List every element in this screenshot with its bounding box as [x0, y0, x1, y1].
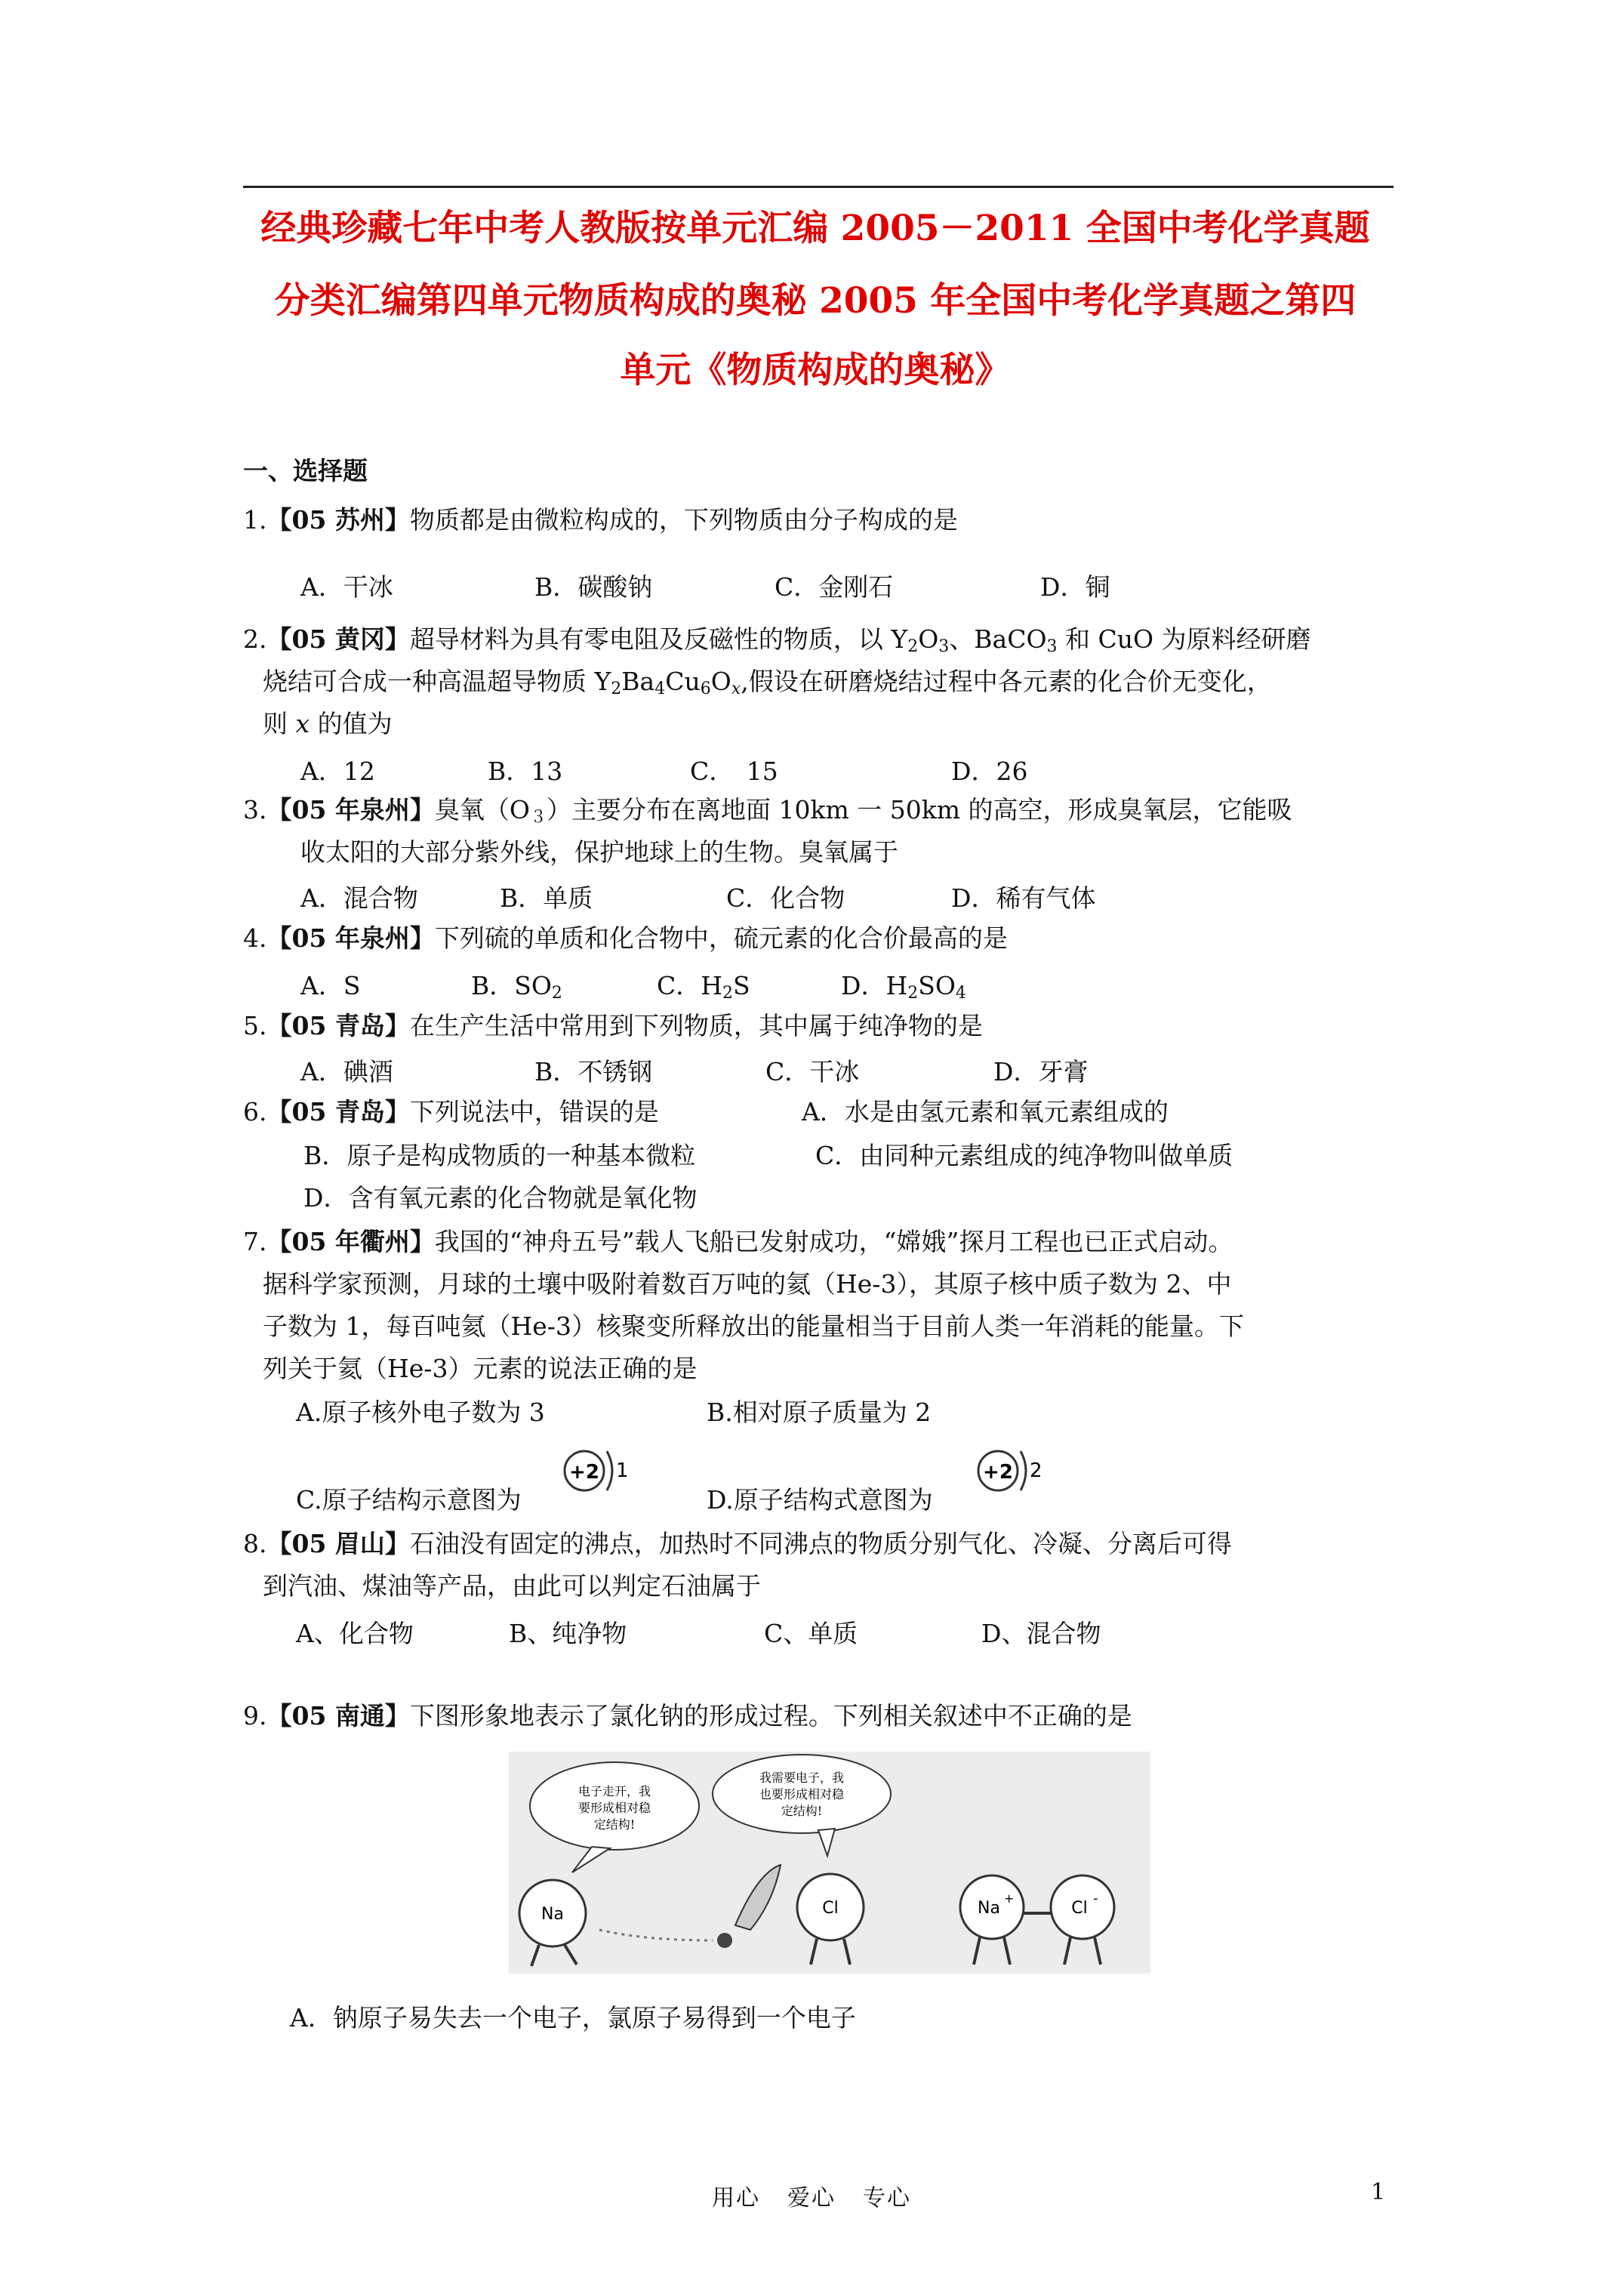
electron-shell: [1021, 1451, 1026, 1490]
question-7-option-a: A.原子核外电子数为 3: [296, 1398, 545, 1427]
option: A．碘酒: [300, 1057, 393, 1086]
option: D．$H_2SO_4$: [841, 971, 966, 1003]
option: D、混合物: [981, 1619, 1101, 1648]
question-8-line-2: 到汽油、煤油等产品，由此可以判定石油属于: [263, 1571, 761, 1601]
option: C．化合物: [726, 883, 845, 913]
option: C．$H_2S$: [657, 971, 750, 1003]
question-2-line-3: 则 x 的值为: [263, 709, 393, 738]
footer: 用心 爱心 专心: [712, 2185, 911, 2211]
svg-text:-: -: [1093, 1891, 1098, 1906]
question-3-line-2: 收太阳的大部分紫外线，保护地球上的生物。臭氧属于: [300, 837, 898, 867]
page-number: 1: [1371, 2179, 1386, 2205]
svg-text:我需要电子，我: 我需要电子，我: [759, 1771, 845, 1785]
svg-text:要形成相对稳: 要形成相对稳: [577, 1801, 651, 1815]
sodium-chloride-cartoon: [509, 1752, 1150, 1974]
question-1: 1.【05 苏州】物质都是由微粒构成的，下列物质由分子构成的是: [243, 505, 958, 535]
electron-shell: [607, 1451, 612, 1490]
option: A、化合物: [296, 1619, 414, 1648]
option: A．混合物: [300, 883, 418, 913]
svg-text:电子走开，我: 电子走开，我: [577, 1784, 651, 1798]
question-6-option-c: C．由同种元素组成的纯净物叫做单质: [815, 1141, 1233, 1170]
question-4: 4.【05 年泉州】下列硫的单质和化合物中，硫元素的化合价最高的是: [243, 923, 1008, 953]
question-7-option-b: B.相对原子质量为 2: [707, 1398, 932, 1427]
question-7-line-2: 据科学家预测，月球的土壤中吸附着数百万吨的氦（He-3），其原子核中质子数为 2、中: [263, 1269, 1232, 1299]
electron: [717, 1933, 732, 1948]
svg-text:Cl: Cl: [822, 1899, 839, 1918]
question-3: 3.【05 年泉州】臭氧$(O_3)$主要分布在离地面 10km 一 50km 的高空，形成臭氧层，它能吸: [243, 795, 1292, 827]
option: D．铜: [1040, 572, 1110, 602]
option: A．S: [300, 971, 361, 1000]
svg-text:Na: Na: [978, 1899, 1000, 1918]
question-7-option-d: D.原子结构式意图为: [707, 1485, 933, 1515]
option: B．不锈钢: [534, 1057, 653, 1086]
option: D．稀有气体: [951, 883, 1096, 913]
question-2: 2.【05 黄冈】超导材料为具有零电阻及反磁性的物质，以 $Y_2O_3$、BaCO$_3$ 和 CuO 为原料经研磨: [243, 624, 1311, 656]
svg-text:定结构!: 定结构!: [593, 1817, 636, 1832]
svg-text:Cl: Cl: [1071, 1899, 1088, 1918]
question-8: 8.【05 眉山】石油没有固定的沸点，加热时不同沸点的物质分别气化、冷凝、分离后可得: [243, 1529, 1232, 1558]
question-7-line-3: 子数为 1，每百吨氦（He-3）核聚变所释放出的能量相当于目前人类一年消耗的能量。下: [263, 1311, 1244, 1341]
option: D．牙膏: [993, 1057, 1089, 1086]
question-7-option-c: C.原子结构示意图为: [296, 1485, 522, 1515]
option: C．金刚石: [775, 572, 894, 602]
question-2-line-2: 烧结可合成一种高温超导物质 $Y_2Ba_4Cu_6O_x$,假设在研磨烧结过程中各元素的化合价无变化，: [263, 667, 1272, 698]
question-5: 5.【05 青岛】在生产生活中常用到下列物质，其中属于纯净物的是: [243, 1011, 983, 1040]
option: B．碳酸钠: [534, 572, 653, 602]
svg-text:定结构!: 定结构!: [781, 1804, 823, 1818]
option: D．26: [951, 757, 1028, 786]
title-line-1: 经典珍藏七年中考人教版按单元汇编 2005－2011 全国中考化学真题: [260, 208, 1370, 249]
question-6-option-d: D．含有氧元素的化合物就是氧化物: [303, 1183, 698, 1213]
electron-count: 1: [616, 1459, 629, 1482]
atom-diagram-c: [557, 1441, 633, 1504]
nucleus-charge: +2: [983, 1461, 1013, 1484]
svg-text:+: +: [1004, 1891, 1015, 1906]
title-line-3: 单元《物质构成的奥秘》: [620, 350, 1011, 391]
option: B．$SO_2$: [471, 971, 562, 1003]
option: B、纯净物: [509, 1619, 627, 1648]
option: B．13: [488, 757, 563, 786]
header-rule: [243, 186, 1394, 188]
atom-diagram-d: [971, 1441, 1046, 1504]
option: A．干冰: [300, 572, 393, 602]
title-line-2: 分类汇编第四单元物质构成的奥秘 2005 年全国中考化学真题之第四: [274, 280, 1357, 322]
option: C．干冰: [765, 1057, 860, 1086]
question-6-option-a: A．水是由氢元素和氧元素组成的: [802, 1097, 1169, 1126]
option: B．单质: [500, 883, 593, 913]
question-6-option-b: B．原子是构成物质的一种基本微粒: [303, 1141, 696, 1170]
option: A．12: [300, 757, 375, 786]
question-9: 9.【05 南通】下图形象地表示了氯化钠的形成过程。下列相关叙述中不正确的是: [243, 1701, 1132, 1730]
question-9-option-a: A．钠原子易失去一个电子，氯原子易得到一个电子: [290, 2003, 856, 2032]
nucleus-charge: +2: [569, 1461, 599, 1484]
section-heading: 一、选择题: [243, 456, 368, 485]
option: C、单质: [764, 1619, 858, 1648]
electron-count: 2: [1030, 1459, 1042, 1482]
svg-text:Na: Na: [541, 1905, 564, 1924]
question-7-line-4: 列关于氦（He-3）元素的说法正确的是: [263, 1354, 698, 1383]
svg-text:也要形成相对稳: 也要形成相对稳: [759, 1787, 845, 1801]
question-7: 7.【05 年衢州】我国的“神舟五号”载人飞船已发射成功，“嫦娥”探月工程也已正式启动。: [243, 1227, 1233, 1256]
question-6: 6.【05 青岛】下列说法中，错误的是: [243, 1097, 659, 1126]
option: C． 15: [690, 757, 778, 786]
